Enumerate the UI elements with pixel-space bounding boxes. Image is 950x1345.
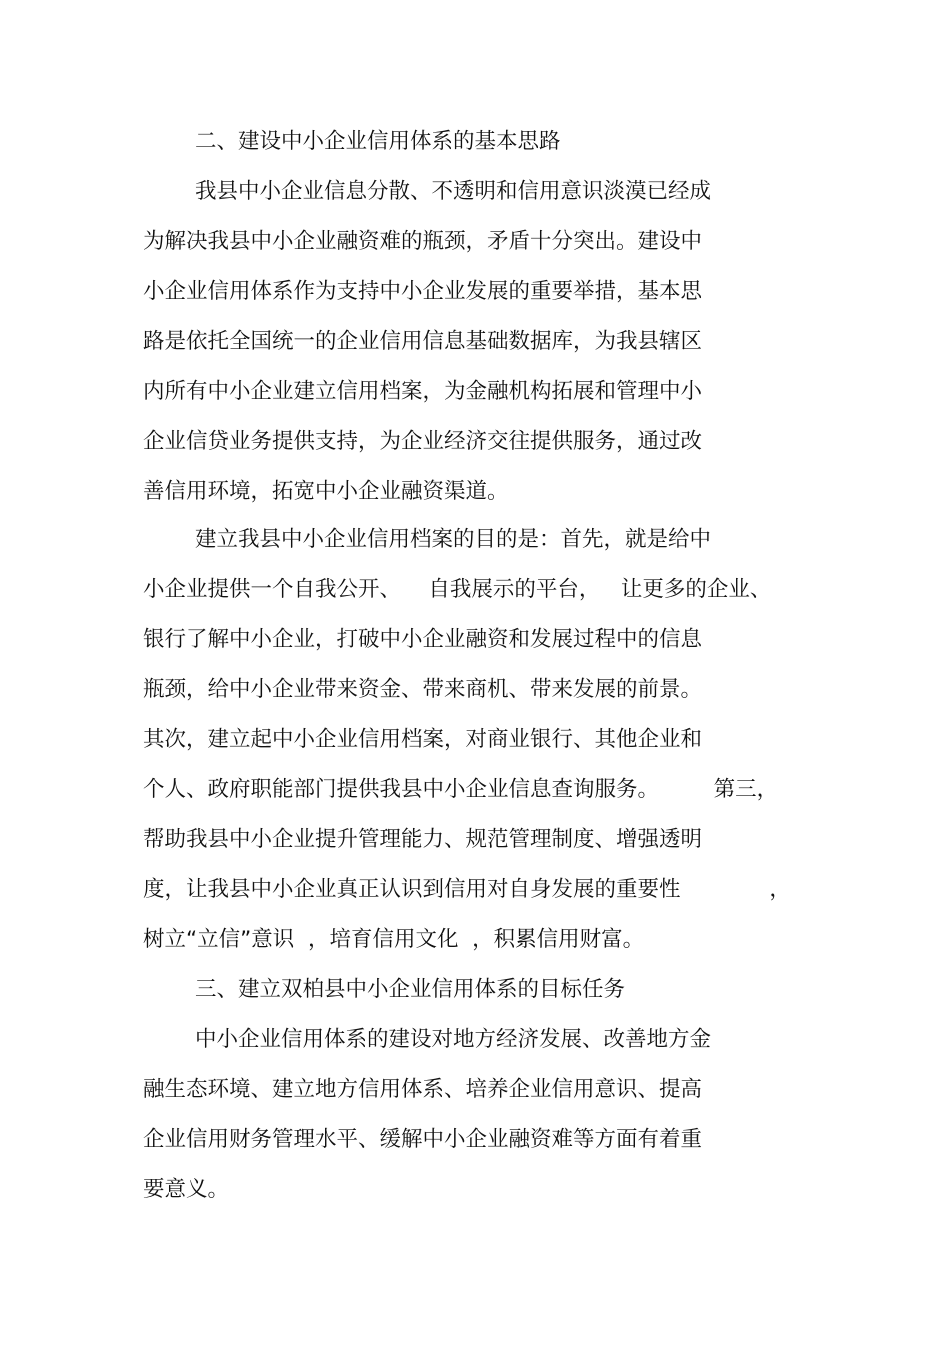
paragraph-line: 小企业信用体系作为支持中小企业发展的重要举措，基本思 [143,279,703,304]
paragraph-line: 银行了解中小企业，打破中小企业融资和发展过程中的信息 [143,627,703,652]
paragraph-line: 个人、政府职能部门提供我县中小企业信息查询服务。 第三， [143,777,779,802]
section-heading-3: 三、建立双柏县中小企业信用体系的目标任务 [195,977,626,1002]
paragraph-line: 为解决我县中小企业融资难的瓶颈，矛盾十分突出。建设中 [143,229,703,254]
paragraph-line: 度，让我县中小企业真正认识到信用对自身发展的重要性 ， [143,877,791,902]
paragraph-line: 小企业提供一个自我公开、 自我展示的平台， 让更多的企业、 [143,577,772,602]
paragraph-line: 我县中小企业信息分散、不透明和信用意识淡漠已经成 [195,179,712,204]
paragraph-line: 树立“立信”意识 ，培育信用文化 ，积累信用财富。 [143,927,645,952]
paragraph-line: 企业信贷业务提供支持，为企业经济交往提供服务，通过改 [143,429,703,454]
paragraph-line: 瓶颈，给中小企业带来资金、带来商机、带来发展的前景。 [143,677,703,702]
paragraph-line: 内所有中小企业建立信用档案，为金融机构拓展和管理中小 [143,379,703,404]
paragraph-line: 帮助我县中小企业提升管理能力、规范管理制度、增强透明 [143,827,703,852]
paragraph-line: 融生态环境、建立地方信用体系、培养企业信用意识、提高 [143,1077,703,1102]
paragraph-line: 建立我县中小企业信用档案的目的是：首先，就是给中 [195,527,712,552]
paragraph-line: 企业信用财务管理水平、缓解中小企业融资难等方面有着重 [143,1127,703,1152]
paragraph-line: 要意义。 [143,1177,230,1202]
section-heading-2: 二、建设中小企业信用体系的基本思路 [195,129,561,154]
paragraph-line: 路是依托全国统一的企业信用信息基础数据库，为我县辖区 [143,329,703,354]
paragraph-line: 中小企业信用体系的建设对地方经济发展、改善地方金 [195,1027,712,1052]
paragraph-line: 善信用环境，拓宽中小企业融资渠道。 [143,479,509,504]
paragraph-line: 其次，建立起中小企业信用档案，对商业银行、其他企业和 [143,727,703,752]
